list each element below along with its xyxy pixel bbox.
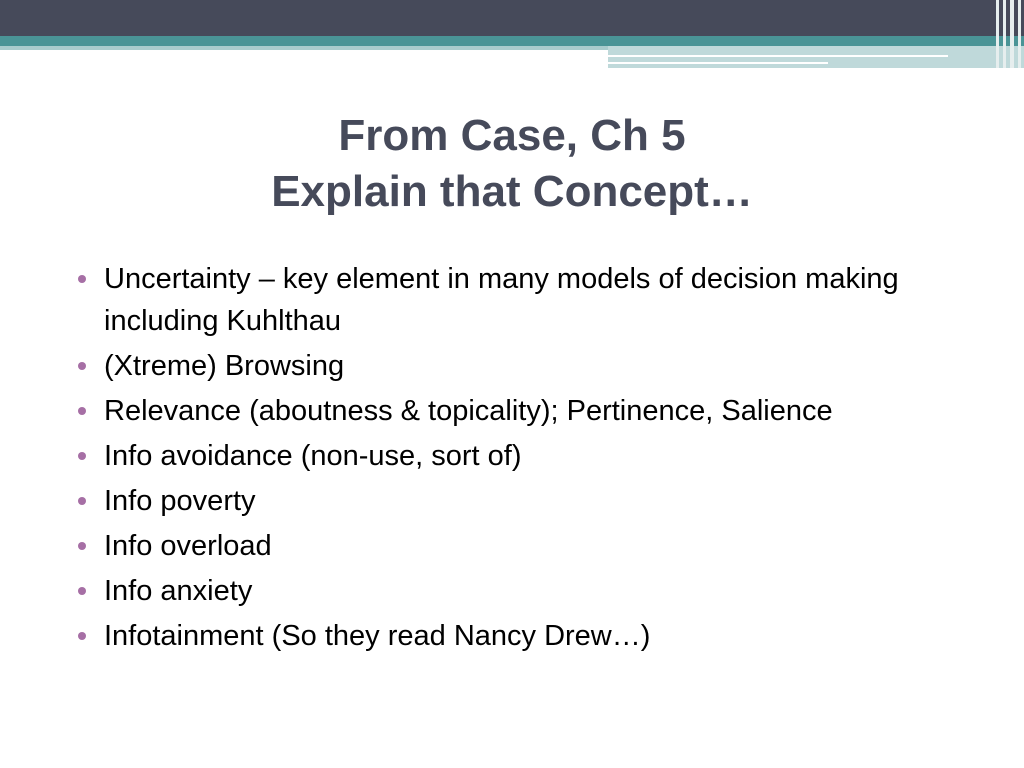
bullet-text: Info anxiety [104,575,253,607]
bullet-item [76,345,976,387]
slide-title-line-2: Explain that Concept… [271,167,753,216]
bullet-item [76,615,976,657]
bullet-text: Info poverty [104,485,256,517]
bullet-text: Relevance (aboutness & topicality); Pertinence, Salience [104,395,833,427]
bullet-dot-icon [78,275,86,283]
bullet-dot-icon [78,452,86,460]
header-teal-band [0,36,1024,46]
header-light-block [608,46,1024,68]
header-block-line [608,62,828,64]
bullet-item [76,570,976,612]
bullet-text: Info overload [104,530,272,562]
bullet-dot-icon [78,632,86,640]
bullet-item [76,435,976,477]
bullet-dot-icon [78,542,86,550]
bullet-dot-icon [78,497,86,505]
bullet-item [76,390,976,432]
bullet-item [76,480,976,522]
slide-title-line-1: From Case, Ch 5 [338,111,686,160]
header-vertical-bars [992,0,1024,68]
bullet-dot-icon [78,362,86,370]
bullet-text: Info avoidance (non-use, sort of) [104,440,522,472]
bullet-text: Uncertainty – key element in many models of decision making including Kuhlthau [104,263,899,337]
header-dark-band [0,0,1024,36]
bullet-list [76,258,976,660]
bullet-dot-icon [78,407,86,415]
bullet-text: (Xtreme) Browsing [104,350,345,382]
bullet-text: Infotainment (So they read Nancy Drew…) [104,620,651,652]
bullet-item [76,525,976,567]
header-light-strip [0,46,608,50]
header-block-line [608,55,948,57]
bullet-item [76,258,976,342]
bullet-dot-icon [78,587,86,595]
slide-title [0,108,1024,220]
